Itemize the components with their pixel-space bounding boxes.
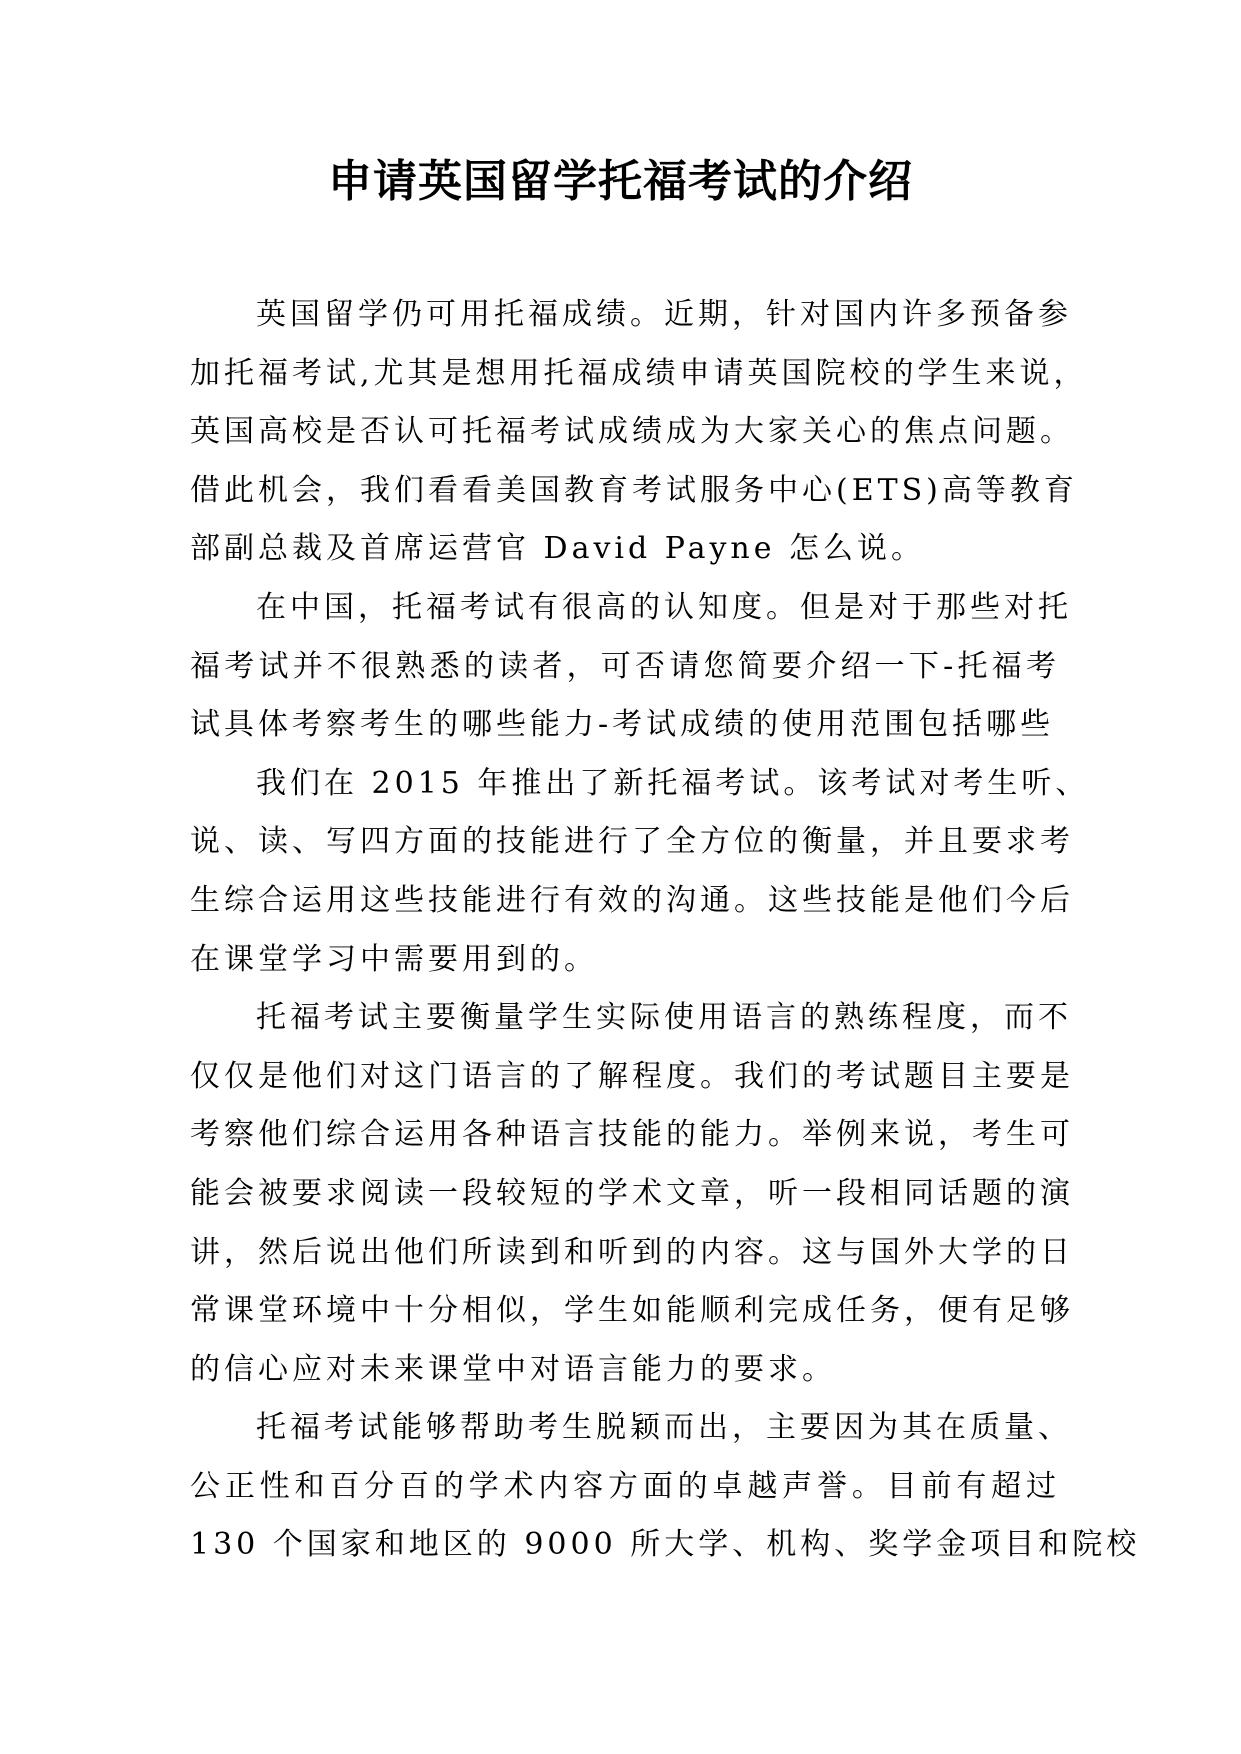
paragraph-line: 讲，然后说出他们所读到和听到的内容。这与国外大学的日: [190, 1234, 1074, 1270]
paragraph-line: 仅仅是他们对这门语言的了解程度。我们的考试题目主要是: [190, 1058, 1074, 1094]
paragraph-line: 公正性和百分百的学术内容方面的卓越声誉。目前有超过: [190, 1468, 1060, 1504]
paragraph-line: 生综合运用这些技能进行有效的沟通。这些技能是他们今后: [190, 882, 1074, 918]
paragraph-line: 的信心应对未来课堂中对语言能力的要求。: [190, 1351, 836, 1387]
paragraph-line: 福考试并不很熟悉的读者，可否请您简要介绍一下-托福考: [190, 648, 1060, 684]
paragraph-line: 130 个国家和地区的 9000 所大学、机构、奖学金项目和院校: [190, 1527, 1141, 1563]
paragraph-5: [190, 1399, 1141, 1575]
paragraph-1: [190, 286, 1088, 579]
paragraph-line: 说、读、写四方面的技能进行了全方位的衡量，并且要求考: [190, 824, 1074, 860]
paragraph-line: 能会被要求阅读一段较短的学术文章，听一段相同话题的演: [190, 1175, 1074, 1211]
paragraph-3: [190, 755, 1090, 989]
paragraph-line: 试具体考察考生的哪些能力-考试成绩的使用范围包括哪些: [190, 707, 1055, 743]
paragraph-line: 托福考试能够帮助考生脱颖而出，主要因为其在质量、: [256, 1410, 1072, 1446]
paragraph-line: 借此机会，我们看看美国教育考试服务中心(ETS)高等教育: [190, 472, 1078, 508]
paragraph-line: 英国留学仍可用托福成绩。近期，针对国内许多预备参: [256, 297, 1072, 332]
paragraph-line: 部副总裁及首席运营官 David Payne 怎么说。: [190, 531, 926, 567]
paragraph-4: [190, 989, 1074, 1399]
paragraph-line: 加托福考试,尤其是想用托福成绩申请英国院校的学生来说，: [190, 355, 1088, 391]
paragraph-line: 考察他们综合运用各种语言技能的能力。举例来说，考生可: [190, 1117, 1074, 1153]
document-body: [190, 286, 1141, 1575]
paragraph-line: 在课堂学习中需要用到的。: [190, 941, 598, 977]
paragraph-2: [190, 579, 1072, 755]
paragraph-line: 英国高校是否认可托福考试成绩成为大家关心的焦点问题。: [190, 414, 1074, 450]
document-title: 申请英国留学托福考试的介绍: [328, 156, 913, 207]
paragraph-line: 在中国，托福考试有很高的认知度。但是对于那些对托: [256, 589, 1072, 625]
paragraph-line: 我们在 2015 年推出了新托福考试。该考试对考生听、: [256, 765, 1090, 801]
paragraph-line: 托福考试主要衡量学生实际使用语言的熟练程度，而不: [256, 1000, 1072, 1036]
paragraph-line: 常课堂环境中十分相似，学生如能顺利完成任务，便有足够: [190, 1293, 1074, 1329]
